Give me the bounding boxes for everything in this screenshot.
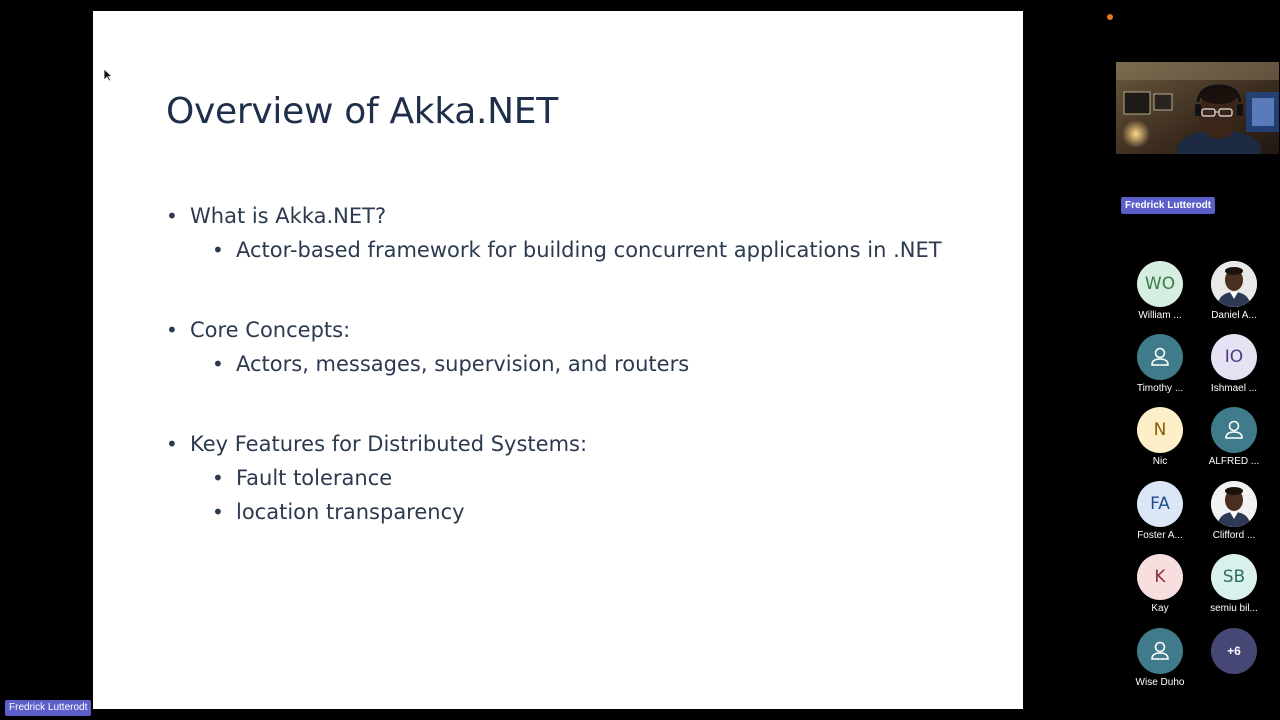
- bullet-level1: • Key Features for Distributed Systems:: [166, 427, 1006, 461]
- more-participants-button[interactable]: [1197, 628, 1271, 698]
- participant-name: Kay: [1151, 603, 1169, 614]
- bullet-level2: • Actor-based framework for building concurrent applications in .NET: [166, 233, 1006, 267]
- more-participants-count: +6: [1211, 628, 1257, 674]
- participant-avatar: SB: [1211, 554, 1257, 600]
- participant-avatar: WO: [1137, 261, 1183, 307]
- participant-avatar: N: [1137, 407, 1183, 453]
- participant-name: Wise Duho: [1135, 677, 1185, 688]
- participant-tile[interactable]: [1197, 481, 1271, 551]
- participant-tile[interactable]: [1123, 628, 1197, 698]
- participant-name: Clifford ...: [1212, 530, 1256, 541]
- recording-indicator-icon: [1107, 14, 1113, 20]
- participant-tile[interactable]: [1197, 554, 1271, 624]
- participant-name: semiu bil...: [1210, 603, 1258, 614]
- participant-tile[interactable]: [1123, 334, 1197, 404]
- bullet-level2: • Actors, messages, supervision, and routers: [166, 347, 1006, 381]
- person-icon: [1137, 628, 1183, 674]
- participant-name: Daniel A...: [1211, 310, 1257, 321]
- participant-tile[interactable]: [1123, 261, 1197, 331]
- participant-name: Ishmael ...: [1210, 383, 1258, 394]
- participant-name: Foster A...: [1137, 530, 1183, 541]
- presenter-video-tile[interactable]: [1116, 62, 1279, 154]
- participant-name: Timothy ...: [1136, 383, 1184, 394]
- mouse-cursor-icon: [103, 68, 113, 82]
- participant-avatar: FA: [1137, 481, 1183, 527]
- person-icon: [1211, 407, 1257, 453]
- bullet-level1: • What is Akka.NET?: [166, 199, 1006, 233]
- participant-tile[interactable]: [1123, 407, 1197, 477]
- bullet-group: [166, 199, 1006, 267]
- presenter-name-label: Fredrick Lutterodt: [5, 700, 91, 716]
- slide-bullets: [166, 199, 1006, 575]
- participant-tile[interactable]: [1123, 554, 1197, 624]
- person-icon: [1137, 334, 1183, 380]
- shared-slide: [93, 11, 1023, 709]
- video-participant-name: Fredrick Lutterodt: [1121, 197, 1215, 214]
- participant-avatar: K: [1137, 554, 1183, 600]
- slide-title: Overview of Akka.NET: [166, 91, 558, 132]
- participant-name: ALFRED ...: [1208, 456, 1260, 467]
- participant-tile[interactable]: [1123, 481, 1197, 551]
- presenter-video-icon: [1116, 62, 1279, 154]
- bullet-group: [166, 313, 1006, 381]
- participant-tile[interactable]: [1197, 261, 1271, 331]
- bullet-level2: • location transparency: [166, 495, 1006, 529]
- participant-name: William ...: [1138, 310, 1182, 321]
- bullet-level2: • Fault tolerance: [166, 461, 1006, 495]
- participant-tile[interactable]: [1197, 407, 1271, 477]
- participant-name: Nic: [1152, 456, 1168, 467]
- participant-avatar: IO: [1211, 334, 1257, 380]
- bullet-level1: • Core Concepts:: [166, 313, 1006, 347]
- participant-photo-icon: [1211, 481, 1257, 527]
- participant-photo-icon: [1211, 261, 1257, 307]
- participant-tile[interactable]: [1197, 334, 1271, 404]
- bullet-group: [166, 427, 1006, 529]
